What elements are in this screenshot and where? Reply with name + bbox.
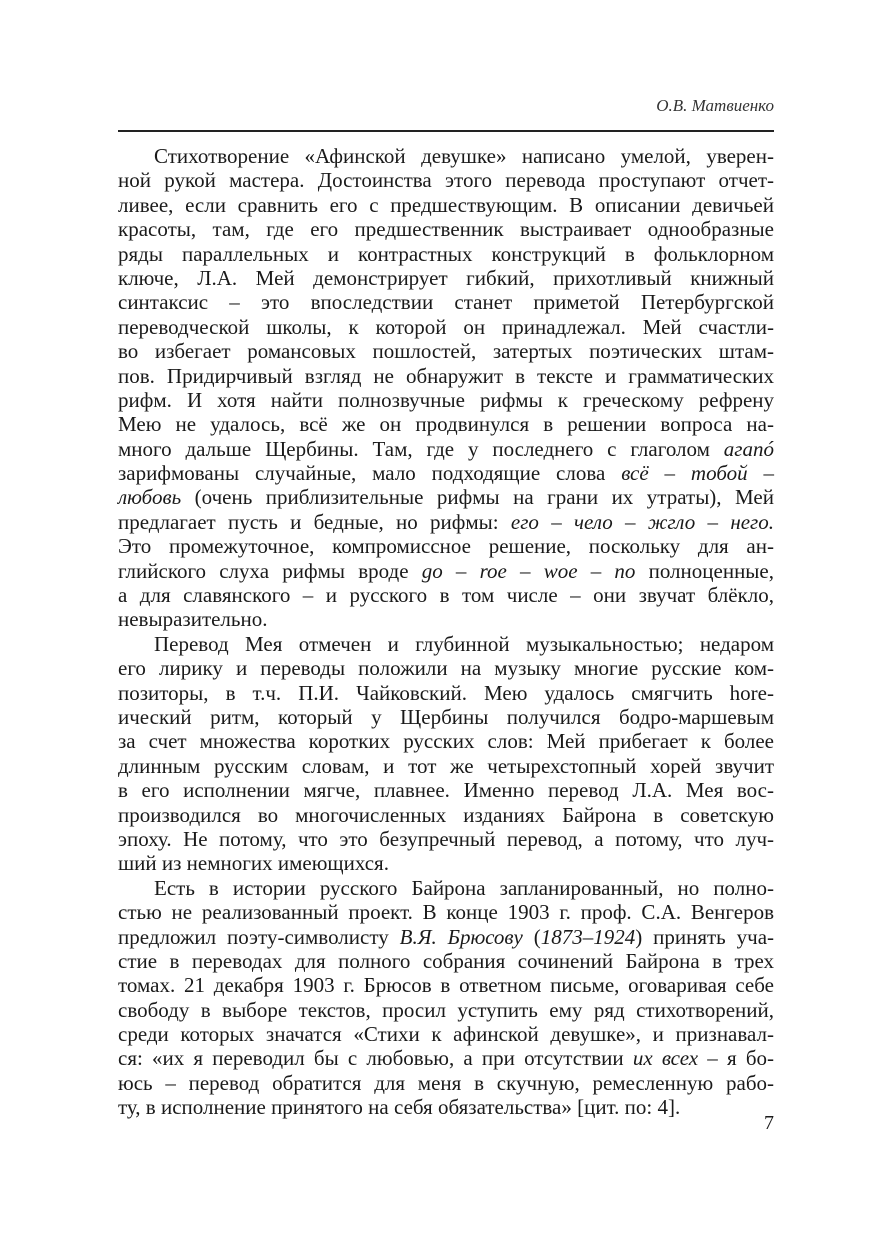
text-run: за счет множества коротких русских слов: Мей прибегает к более [118, 729, 774, 754]
text-run: свободу в выборе текстов, просил уступить ему ряд стихотворений, [118, 997, 774, 1022]
text-line [118, 168, 774, 192]
body-text [118, 144, 774, 1120]
text-run: глийского слуха рифмы вроде [118, 558, 422, 583]
text-line [118, 754, 774, 778]
text-run: а для славянского – и русского в том числе – они звучат блёкло, [118, 583, 774, 608]
text-run: переводческой школы, к которой он принадлежал. Мей счастли- [118, 314, 774, 339]
text-line [118, 1046, 774, 1070]
text-run: позиторы, в т.ч. П.И. Чайковский. Мею удалось смягчить horе- [118, 680, 774, 705]
text-line [118, 339, 774, 363]
text-run: рифм. И хотя найти полнозвучные рифмы к греческому рефрену [118, 387, 774, 412]
running-head-author: О.В. Матвиенко [656, 96, 774, 115]
text-run: стью не реализованный проект. В конце 1903 г. проф. С.А. Венгеров [118, 900, 774, 925]
text-line [118, 949, 774, 973]
text-line [118, 681, 774, 705]
text-run: ший из немногих имеющихся. [118, 851, 389, 876]
header-rule [118, 130, 774, 132]
text-run: томах. 21 декабря 1903 г. Брюсов в ответном письме, оговаривая себе [118, 973, 774, 998]
text-run: – я бо- [698, 1046, 774, 1071]
text-line [118, 217, 774, 241]
text-run: его лирику и переводы положили на музыку многие русские ком- [118, 656, 774, 681]
text-run: полноценные, [635, 558, 774, 583]
text-run: Перевод Мея отмечен и глубинной музыкальностью; недаром [154, 631, 774, 656]
text-run: много дальше Щербины. Там, где у последнего с глаголом [118, 436, 724, 461]
text-line [118, 729, 774, 753]
text-run: ) принять уча- [635, 924, 775, 949]
text-run: невыразительно. [118, 607, 268, 632]
text-line [118, 266, 774, 290]
text-run: эпоху. Не потому, что это безупречный перевод, а потому, что луч- [118, 826, 774, 851]
text-run: ( [522, 924, 541, 949]
text-run: юсь – перевод обратится для меня в скучную, ремесленную рабо- [118, 1070, 774, 1095]
text-run: ливее, если сравнить его с предшествующим. В описании девичьей [118, 192, 774, 217]
text-run: ся: «их я переводил бы с любовью, а при отсутствии [118, 1046, 633, 1071]
italic-text: любовь [118, 485, 182, 510]
text-run: ту, в исполнение принятого на себя обязательства» [цит. по: 4]. [118, 1095, 681, 1120]
text-run: длинным русским словам, и тот же четырехстопный хорей звучит [118, 753, 774, 778]
text-line [118, 559, 774, 583]
text-run: пов. Придирчивый взгляд не обнаружит в тексте и грамматических [118, 363, 774, 388]
text-line [118, 632, 774, 656]
text-run: в его исполнении мягче, плавнее. Именно перевод Л.А. Мея вос- [118, 778, 774, 803]
italic-text: 1873–1924 [540, 924, 636, 949]
text-line [118, 827, 774, 851]
text-line [118, 510, 774, 534]
text-run: производился во многочисленных изданиях Байрона в советскую [118, 802, 774, 827]
text-line [118, 998, 774, 1022]
text-line [118, 583, 774, 607]
italic-text: В.Я. Брюсову [399, 924, 523, 949]
text-run: красоты, там, где его предшественник выстраивает однообразные [118, 217, 774, 242]
text-line [118, 534, 774, 558]
text-line [118, 364, 774, 388]
text-line [118, 778, 774, 802]
text-line [118, 876, 774, 900]
italic-text: их всех [632, 1046, 699, 1071]
text-run: Есть в истории русского Байрона запланированный, но полно- [154, 875, 774, 900]
text-line [118, 851, 774, 875]
text-run: Это промежуточное, компромиссное решение, поскольку для ан- [118, 534, 774, 559]
text-run: ический ритм, который у Щербины получился бодро-маршевым [118, 704, 774, 729]
text-run: среди которых значатся «Стихи к афинской девушке», и признавал- [118, 1022, 774, 1047]
text-run: ключе, Л.А. Мей демонстрирует гибкий, прихотливый книжный [118, 265, 774, 290]
text-line [118, 412, 774, 436]
text-run: предложил поэту-символисту [118, 924, 400, 949]
text-line [118, 437, 774, 461]
text-run: синтаксис – это впоследствии станет приметой Петербургской [118, 290, 774, 315]
text-line [118, 315, 774, 339]
text-line [118, 193, 774, 217]
text-run: предлагает пусть и бедные, но рифмы: [118, 509, 511, 534]
text-run: во избегает романсовых пошлостей, затертых поэтических штам- [118, 339, 774, 364]
italic-text: агапó [723, 436, 774, 461]
text-line [118, 607, 774, 631]
page-number: 7 [764, 1112, 774, 1134]
text-run: зарифмованы случайные, мало подходящие слова [118, 461, 622, 486]
text-line [118, 461, 774, 485]
text-line [118, 290, 774, 314]
italic-text: go – roe – woe – no [421, 558, 636, 583]
text-line [118, 485, 774, 509]
text-line [118, 900, 774, 924]
text-line [118, 388, 774, 412]
text-run: стие в переводах для полного собрания сочинений Байрона в трех [118, 948, 774, 973]
text-run: Стихотворение «Афинской девушке» написано умелой, уверен- [154, 144, 774, 168]
text-line [118, 705, 774, 729]
text-line [118, 242, 774, 266]
italic-text: его – чело – жгло – него. [510, 509, 774, 534]
text-line [118, 1095, 774, 1119]
text-line [118, 1022, 774, 1046]
text-line [118, 1071, 774, 1095]
text-line [118, 925, 774, 949]
text-run: (очень приблизительные рифмы на грани их утраты), Мей [181, 485, 774, 510]
text-line [118, 656, 774, 680]
text-line [118, 803, 774, 827]
text-line [118, 144, 774, 168]
italic-text: всё – тобой – [621, 461, 774, 486]
text-line [118, 973, 774, 997]
text-run: ной рукой мастера. Достоинства этого перевода проступают отчет- [118, 168, 774, 193]
text-run: ряды параллельных и контрастных конструкций в фольклорном [118, 241, 774, 266]
text-run: Мею не удалось, всё же он продвинулся в решении вопроса на- [118, 412, 774, 437]
